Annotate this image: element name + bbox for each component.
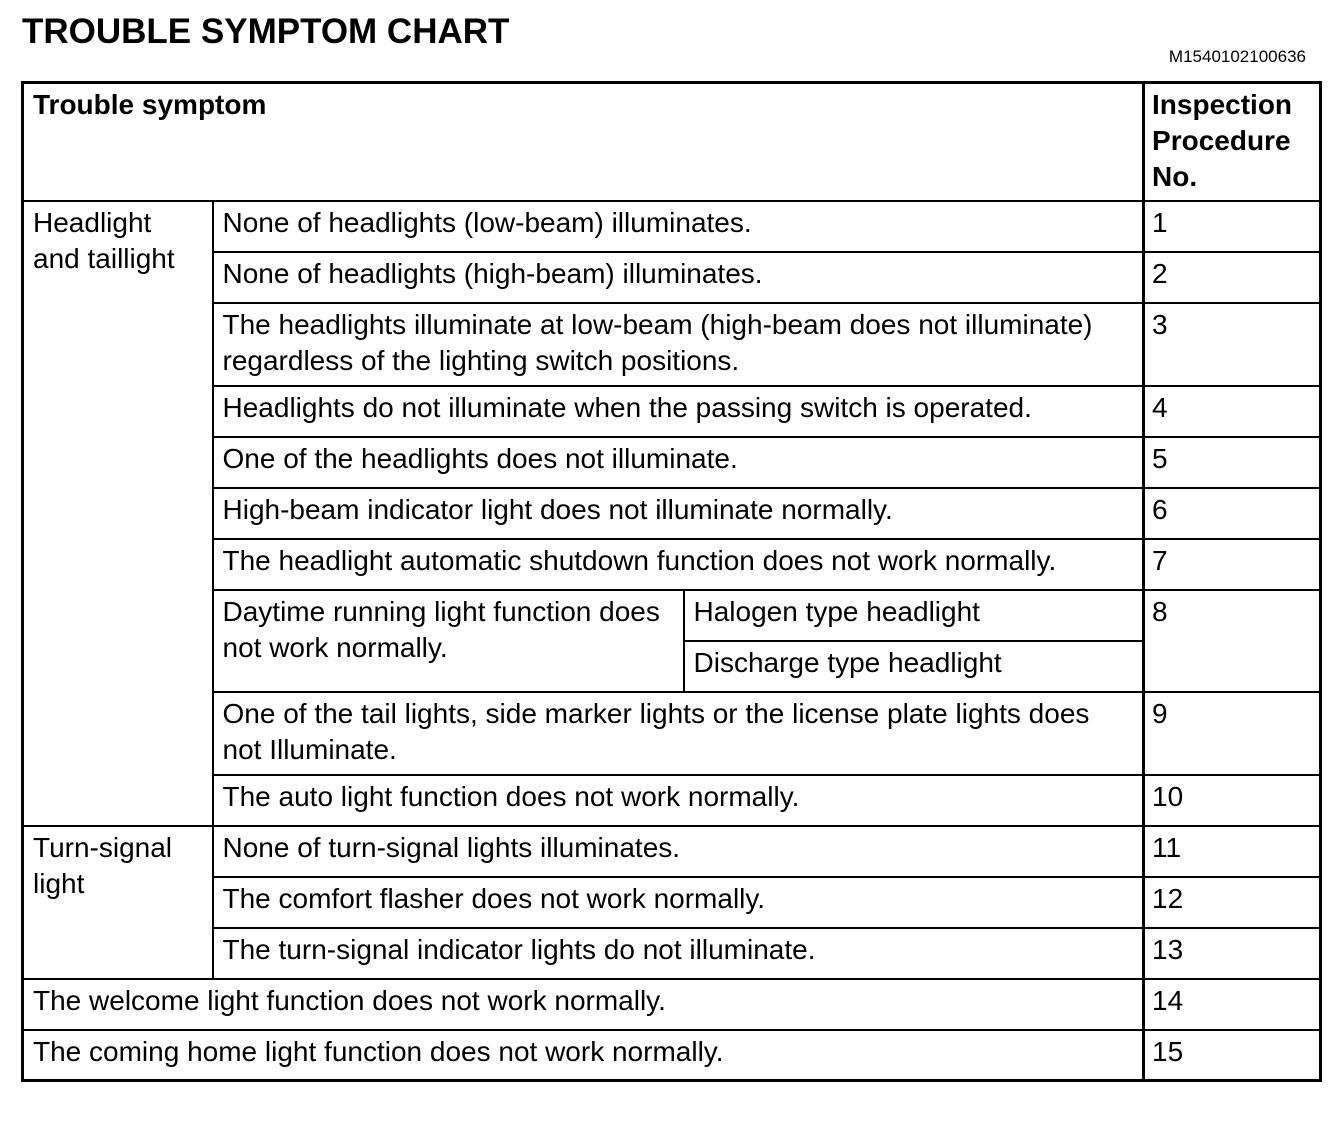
procedure-cell: 7 <box>1144 539 1321 590</box>
table-row <box>23 1030 1321 1081</box>
procedure-cell: 13 <box>1144 928 1321 979</box>
symptom-cell: Headlights do not illuminate when the passing switch is operated. <box>213 386 1144 437</box>
table-row <box>23 826 1321 877</box>
category-headlight-taillight: Headlight and taillight <box>23 201 213 826</box>
procedure-cell: 3 <box>1144 303 1321 386</box>
table-row <box>23 590 1321 641</box>
table-row <box>23 252 1321 303</box>
table-header-row <box>23 83 1321 201</box>
document-id: M1540102100636 <box>1168 47 1306 66</box>
table-row <box>23 201 1321 252</box>
symptom-cell: High-beam indicator light does not illuminate normally. <box>213 488 1144 539</box>
symptom-cell: The coming home light function does not work normally. <box>23 1030 1144 1081</box>
page-title: TROUBLE SYMPTOM CHART <box>22 12 510 51</box>
procedure-cell: 4 <box>1144 386 1321 437</box>
symptom-cell: The comfort flasher does not work normally. <box>213 877 1144 928</box>
symptom-cell: None of headlights (high-beam) illuminates. <box>213 252 1144 303</box>
procedure-cell: 9 <box>1144 692 1321 775</box>
symptom-cell: One of the headlights does not illuminate. <box>213 437 1144 488</box>
procedure-cell: 14 <box>1144 979 1321 1030</box>
table-row <box>23 979 1321 1030</box>
symptom-cell: The turn-signal indicator lights do not illuminate. <box>213 928 1144 979</box>
procedure-cell: 8 <box>1144 590 1321 692</box>
symptom-cell-daytime-running: Daytime running light function does not work normally. <box>213 590 684 692</box>
table-row <box>23 877 1321 928</box>
procedure-cell: 6 <box>1144 488 1321 539</box>
symptom-cell: One of the tail lights, side marker lights or the license plate lights does not Illuminate. <box>213 692 1144 775</box>
symptom-cell: The headlight automatic shutdown function does not work normally. <box>213 539 1144 590</box>
table-row <box>23 775 1321 826</box>
procedure-cell: 10 <box>1144 775 1321 826</box>
procedure-cell: 5 <box>1144 437 1321 488</box>
symptom-cell: None of turn-signal lights illuminates. <box>213 826 1144 877</box>
subtype-cell-halogen: Halogen type headlight <box>684 590 1144 641</box>
table-row <box>23 539 1321 590</box>
symptom-cell: The welcome light function does not work normally. <box>23 979 1144 1030</box>
symptom-cell: None of headlights (low-beam) illuminates. <box>213 201 1144 252</box>
symptom-cell: The headlights illuminate at low-beam (high-beam does not illuminate) regardless of the lighting switch positions. <box>213 303 1144 386</box>
procedure-cell: 12 <box>1144 877 1321 928</box>
procedure-cell: 2 <box>1144 252 1321 303</box>
table-row <box>23 303 1321 386</box>
table-row <box>23 928 1321 979</box>
procedure-cell: 1 <box>1144 201 1321 252</box>
category-turn-signal: Turn-signal light <box>23 826 213 979</box>
table-row <box>23 488 1321 539</box>
header-trouble-symptom: Trouble symptom <box>23 83 1144 201</box>
trouble-symptom-table <box>21 81 1322 1082</box>
symptom-cell: The auto light function does not work normally. <box>213 775 1144 826</box>
table-row <box>23 386 1321 437</box>
subtype-cell-discharge: Discharge type headlight <box>684 641 1144 692</box>
procedure-cell: 11 <box>1144 826 1321 877</box>
header-inspection-procedure: Inspection Procedure No. <box>1144 83 1321 201</box>
table-row <box>23 437 1321 488</box>
table-row <box>23 692 1321 775</box>
procedure-cell: 15 <box>1144 1030 1321 1081</box>
